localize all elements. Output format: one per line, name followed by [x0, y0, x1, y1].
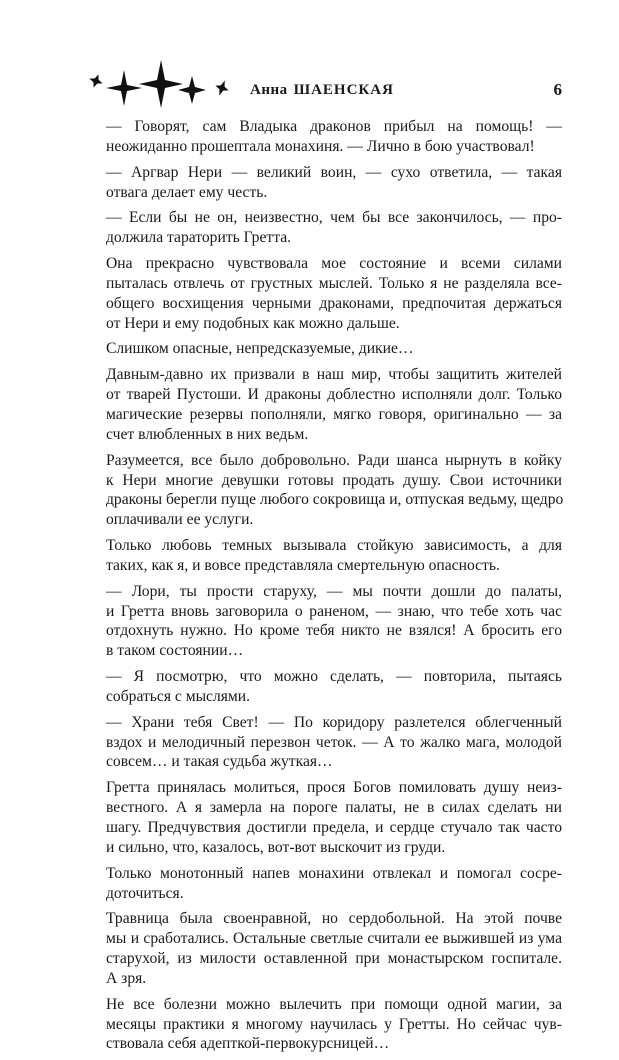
- paragraph: [86, 451, 562, 530]
- text-line: общего восхищения черными драконами, предпочитая держаться: [106, 294, 562, 312]
- text-line: — Говорят, сам Владыка драконов прибыл на помощь! —: [106, 118, 562, 135]
- text-line: А зря.: [106, 969, 147, 987]
- paragraph: [86, 713, 562, 773]
- author-last-name: ШАЕНСКАЯ: [293, 82, 394, 98]
- text-line: должила тараторить Гретта.: [106, 229, 292, 247]
- text-line: Не все болезни можно вылечить при помощи одной магии, за: [106, 995, 562, 1013]
- text-line: и сильно, что, казалось, вот-вот выскочит из груди.: [106, 838, 446, 856]
- page-number: 6: [553, 80, 562, 99]
- text-line: месяцы практики я многому научилась у Гретты. Но сейчас чув-: [106, 1015, 562, 1033]
- text-line: вестного. А я замерла на пороге палаты, не в силах сделать ни: [106, 799, 562, 817]
- text-line: доточиться.: [106, 884, 184, 902]
- text-line: ствовала себя адепткой-первокурсницей…: [106, 1035, 390, 1053]
- text-line: Она прекрасно чувствовала мое состояние и всеми силами: [106, 255, 562, 273]
- running-header: [86, 60, 566, 110]
- text-line: неожиданно прошептала монахиня. — Лично в бою участвовал!: [106, 137, 535, 155]
- text-line: совсем… и такая судьба жуткая…: [106, 753, 333, 771]
- text-line: старухой, из милости оставленной при монастырском госпитале.: [106, 950, 562, 968]
- author-name: [250, 82, 394, 99]
- author-first-name: Анна: [250, 82, 288, 98]
- paragraph: [86, 995, 562, 1055]
- text-line: Слишком опасные, непредсказуемые, дикие…: [106, 340, 414, 358]
- paragraph: [86, 667, 562, 707]
- text-line: отдохнуть нужно. Но кроме тебя никто не взялся! А бросить его: [106, 622, 562, 640]
- text-line: оплачивали ее услуги.: [106, 511, 254, 529]
- text-line: Разумеется, все было добровольно. Ради шанса нырнуть в койку: [106, 451, 562, 469]
- text-line: к Нери многие девушки готовы продать душу. Свои источники: [106, 471, 562, 489]
- paragraph: [86, 909, 562, 988]
- text-line: — Аргвар Нери — великий воин, — сухо ответила, — такая: [106, 163, 562, 181]
- text-line: Травница была своенравной, но сердобольной. На этой почве: [106, 910, 562, 928]
- paragraph: [86, 778, 562, 857]
- text-line: Гретта принялась молиться, прося Богов помиловать душу неиз-: [106, 779, 562, 797]
- paragraph: [86, 339, 562, 359]
- text-line: драконы берегли пуще любого сокровища и, отпуская ведьму, щедро: [106, 491, 564, 509]
- paragraph: [86, 582, 562, 661]
- text-line: шагу. Предчувствия достигли предела, и сердце стучало так часто: [106, 819, 562, 836]
- text-line: — Если бы не он, неизвестно, чем бы все закончилось, — про-: [106, 209, 562, 227]
- paragraph: [86, 208, 562, 248]
- text-line: таких, как я, и вовсе представляла смертельную опасность.: [106, 556, 500, 574]
- text-line: — Храни тебя Свет! — По коридору разлетелся облегченный: [106, 713, 562, 731]
- text-line: от Нери и ему подобных как можно дальше.: [106, 314, 400, 332]
- text-line: Только монотонный напев монахини отвлекал и помогал сосре-: [106, 864, 562, 882]
- text-line: в таком состоянии…: [106, 642, 244, 660]
- body-text: [86, 117, 562, 1060]
- paragraph: [86, 254, 562, 333]
- text-line: собраться с мыслями.: [106, 687, 251, 705]
- paragraph: [86, 536, 562, 576]
- text-line: — Лори, ты прости старуху, — мы почти дошли до палаты,: [106, 582, 562, 600]
- paragraph: [86, 365, 562, 444]
- text-line: пыталась отвлечь от грустных мыслей. Только я не разделяла все-: [106, 274, 562, 292]
- paragraph: [86, 117, 562, 157]
- paragraph: [86, 163, 562, 203]
- paragraph: [86, 864, 562, 904]
- text-line: Давным-давно их призвали в наш мир, чтобы защитить жителей: [106, 366, 562, 384]
- text-line: мы и сработались. Остальные светлые считали ее выжившей из ума: [106, 930, 562, 948]
- text-line: — Я посмотрю, что можно сделать, — повторила, пытаясь: [106, 668, 562, 686]
- text-line: счет влюбленных в них ведьм.: [106, 425, 309, 443]
- text-line: вздох и мелодичный перезвон четок. — А то жалко мага, молодой: [106, 733, 562, 751]
- text-line: отвага делает ему честь.: [106, 183, 268, 201]
- text-line: магические резервы пополняли, мягко говоря, оригинально — за: [106, 405, 562, 423]
- text-line: и Гретта вновь заговорила о раненом, — знаю, что тебе хоть час: [106, 602, 562, 620]
- text-line: Только любовь темных вызывала стойкую зависимость, а для: [106, 537, 562, 555]
- sparkle-stars-icon: [86, 60, 246, 110]
- text-line: от тварей Пустоши. И драконы доблестно исполняли долг. Только: [106, 386, 562, 404]
